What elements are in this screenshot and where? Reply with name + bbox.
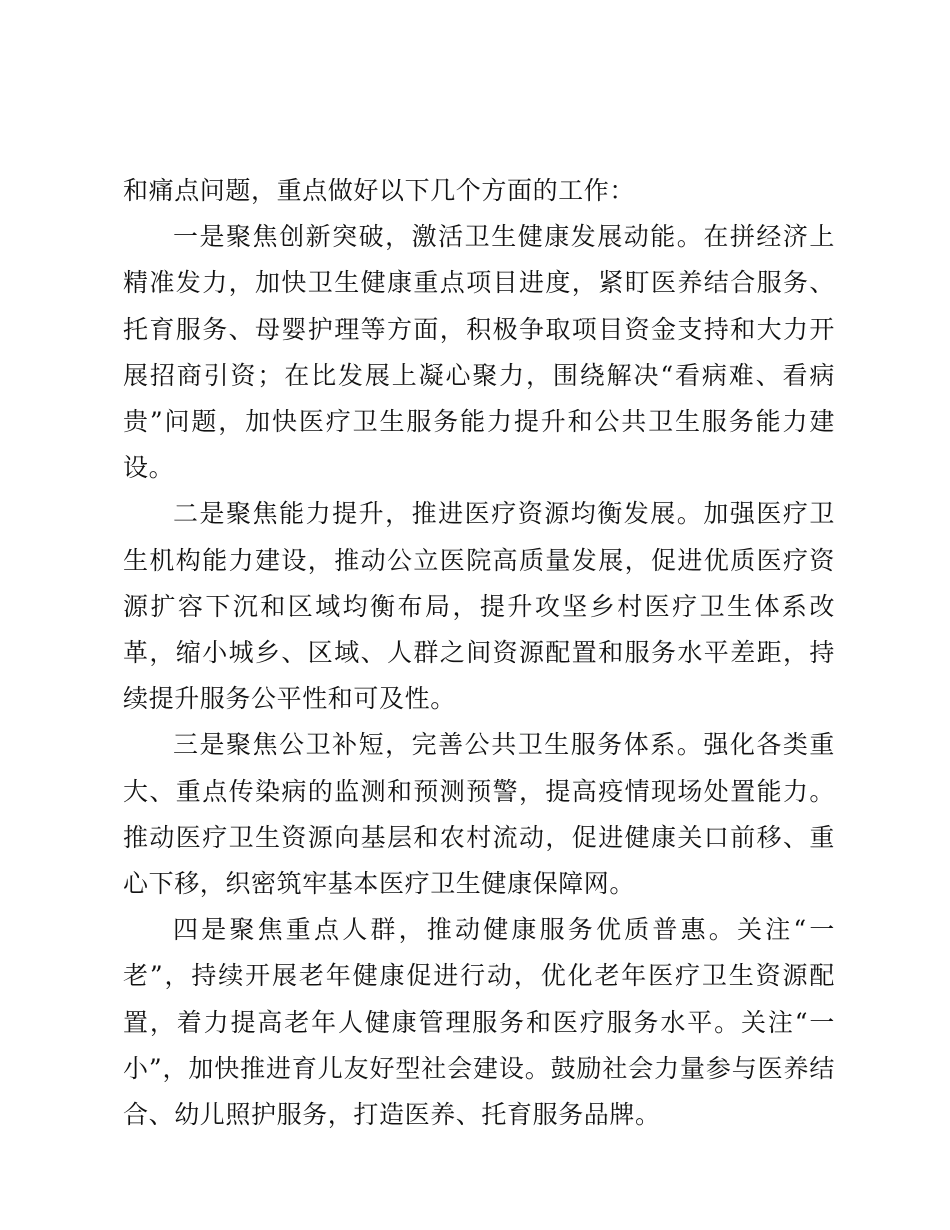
paragraph-point-2: 二是聚焦能力提升，推进医疗资源均衡发展。加强医疗卫生机构能力建设，推动公立医院高质量发展，促进优质医疗资源扩容下沉和区域均衡布局，提升攻坚乡村医疗卫生体系改革，缩小城乡、区域、人群之间资源配置和服务水平差距，持续提升服务公平性和可及性。 bbox=[123, 499, 835, 714]
paragraph-continuation: 和痛点问题，重点做好以下几个方面的工作： bbox=[123, 176, 636, 205]
paragraph-point-4: 四是聚焦重点人群，推动健康服务优质普惠。关注“一老”，持续开展老年健康促进行动，优化老年医疗卫生资源配置，着力提高老年人健康管理服务和医疗服务水平。关注“一小”，加快推进育儿友好型社会建设。鼓励社会力量参与医养结合、幼儿照护服务，打造医养、托育服务品牌。 bbox=[123, 915, 835, 1130]
paragraph-point-3: 三是聚焦公卫补短，完善公共卫生服务体系。强化各类重大、重点传染病的监测和预测预警，提高疫情现场处置能力。推动医疗卫生资源向基层和农村流动，促进健康关口前移、重心下移，织密筑牢基本医疗卫生健康保障网。 bbox=[123, 730, 835, 899]
document-body bbox=[123, 168, 835, 1138]
paragraph-point-1: 一是聚焦创新突破，激活卫生健康发展动能。在拼经济上精准发力，加快卫生健康重点项目进度，紧盯医养结合服务、托育服务、母婴护理等方面，积极争取项目资金支持和大力开展招商引资；在比发展上凝心聚力，围绕解决“看病难、看病贵”问题，加快医疗卫生服务能力提升和公共卫生服务能力建设。 bbox=[123, 222, 835, 483]
